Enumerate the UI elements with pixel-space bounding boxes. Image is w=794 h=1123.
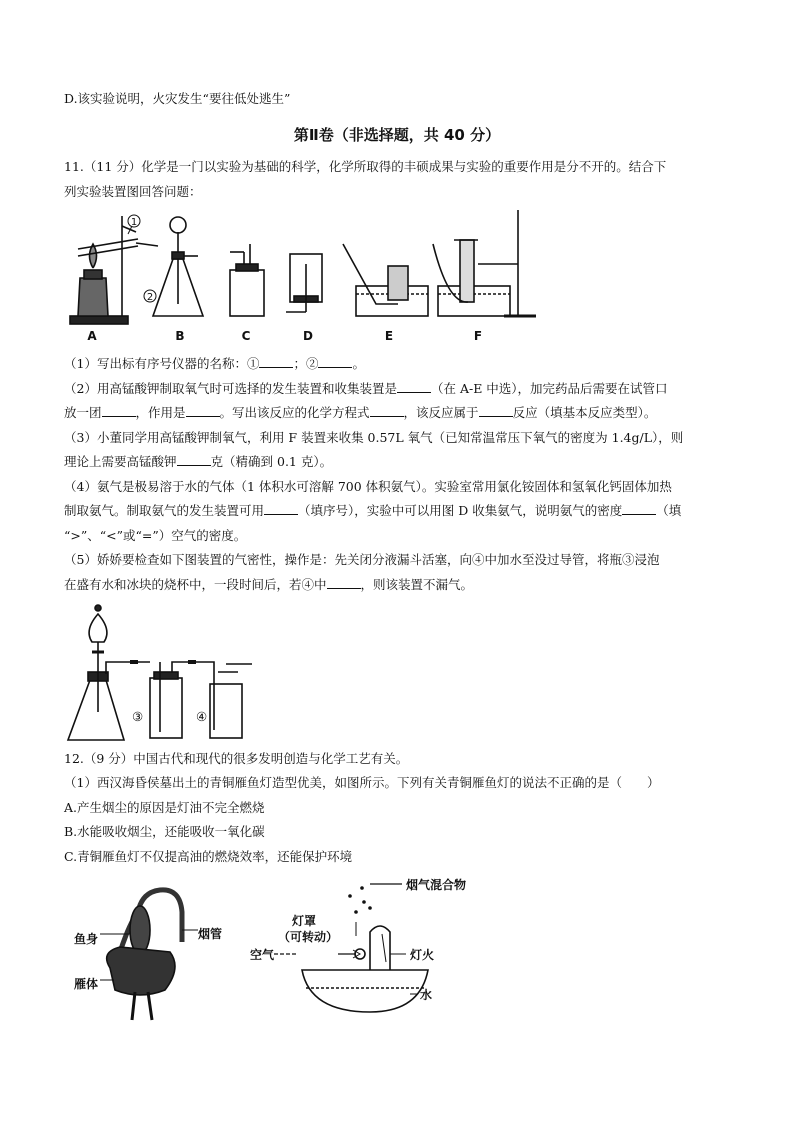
marker-3: ③ [132,709,144,724]
answer-blank[interactable] [264,502,298,515]
label-air: 空气 [250,948,275,962]
answer-blank[interactable] [102,404,136,417]
apparatus-figure [58,204,558,346]
label-fish-body: 鱼身 [74,932,99,946]
label-rotatable: （可转动） [278,930,339,944]
answer-blank[interactable] [397,380,431,393]
answer-blank[interactable] [259,355,293,368]
q11-p3-line2: 理论上需要高锰酸钾 克（精确到 0.1 克）。 [64,454,333,469]
q12-option-c[interactable]: C.青铜雁鱼灯不仅提高油的燃烧效率，还能保护环境 [64,849,353,864]
label-smoke-mixture: 烟气混合物 [406,878,467,892]
label-f: F [473,329,483,343]
answer-blank[interactable] [177,453,211,466]
q11-p4-line3: “>”、“<”或“=”）空气的密度。 [64,528,247,543]
flask [68,662,150,740]
separatory-funnel [89,605,107,664]
airtightness-figure [62,602,262,744]
label-lamp-cover: 灯罩 [292,914,317,928]
marker-2 [144,290,156,303]
apparatus-a [70,216,158,324]
lamp-figure [70,872,510,1032]
label-water: 水 [420,988,433,1002]
svg-text:2: 2 [146,292,154,303]
q12-option-a[interactable]: A.产生烟尘的原因是灯油不完全燃烧 [64,800,265,815]
label-goose-body: 雁体 [74,977,99,991]
answer-blank[interactable] [622,502,656,515]
label-smoke-pipe: 烟管 [198,927,223,941]
q12-option-b[interactable]: B.水能吸收烟尘，还能吸收一氧化碳 [64,824,265,839]
svg-text:1: 1 [130,217,138,228]
q11-p4-line2: 制取氨气。制取氨气的发生装置可用 （填序号），实验中可以用图 D 收集氨气，说明氨气的密度 （填 [64,503,682,518]
q11-stem-line1: 11.（11 分）化学是一门以实验为基础的科学，化学所取得的丰硕成果与实验的重要作用是分不开的。结合下 [64,159,667,174]
bottle-4 [210,664,252,738]
q11-p1: （1）写出标有序号仪器的名称：① ；② 。 [64,356,365,371]
q11-p5-line2: 在盛有水和冰块的烧杯中，一段时间后，若④中 ，则该装置不漏气。 [64,577,474,592]
answer-blank[interactable] [318,355,352,368]
q11-p5-line1: （5）娇娇要检查如下图装置的气密性，操作是：先关闭分液漏斗活塞，向④中加水至没过导管，将瓶③浸泡 [64,552,660,567]
q11-p2-line2: 放一团 ，作用是 。写出该反应的化学方程式 ，该反应属于 反应（填基本反应类型）。 [64,405,657,420]
q12-p1: （1）西汉海昏侯墓出土的青铜雁鱼灯造型优美，如图所示。下列有关青铜雁鱼灯的说法不正确的是（ ） [64,775,660,790]
label-b: B [175,329,185,343]
q12-stem: 12.（9 分）中国古代和现代的很多发明创造与化学工艺有关。 [64,751,409,766]
answer-blank[interactable] [186,404,220,417]
label-flame: 灯火 [410,948,435,962]
apparatus-b [153,217,203,316]
apparatus-c [230,244,264,316]
answer-blank[interactable] [479,404,513,417]
label-a: A [87,329,97,343]
answer-blank[interactable] [370,404,404,417]
label-d: D [303,329,313,343]
marker-4: ④ [196,709,208,724]
q11-p3-line1: （3）小董同学用高锰酸钾制氧气，利用 F 装置来收集 0.57L 氧气（已知常温常压下氧气的密度为 1.4g/L），则 [64,430,684,445]
label-c: C [241,329,251,343]
apparatus-f [433,210,536,316]
answer-blank[interactable] [327,576,361,589]
q11-stem-line2: 列实验装置图回答问题： [64,184,202,199]
label-e: E [384,329,394,343]
lamp-photo [107,890,182,1020]
q11-p2-line1: （2）用高锰酸钾制取氧气时可选择的发生装置和收集装置是 （在 A-E 中选），加完药品后需要在试管口 [64,381,668,396]
marker-1 [128,215,140,228]
q11-p4-line1: （4）氨气是极易溶于水的气体（1 体积水可溶解 700 体积氨气）。实验室常用氯化铵固体和氢氧化钙固体加热 [64,479,672,494]
apparatus-e [343,244,428,316]
prev-option-d: D.该实验说明，火灾发生“要往低处逃生” [64,91,291,106]
lamp-diagram [274,884,428,1012]
section-title: 第Ⅱ卷（非选择题，共 40 分） [293,126,501,144]
apparatus-d [286,254,322,312]
bottle-3 [130,662,214,738]
